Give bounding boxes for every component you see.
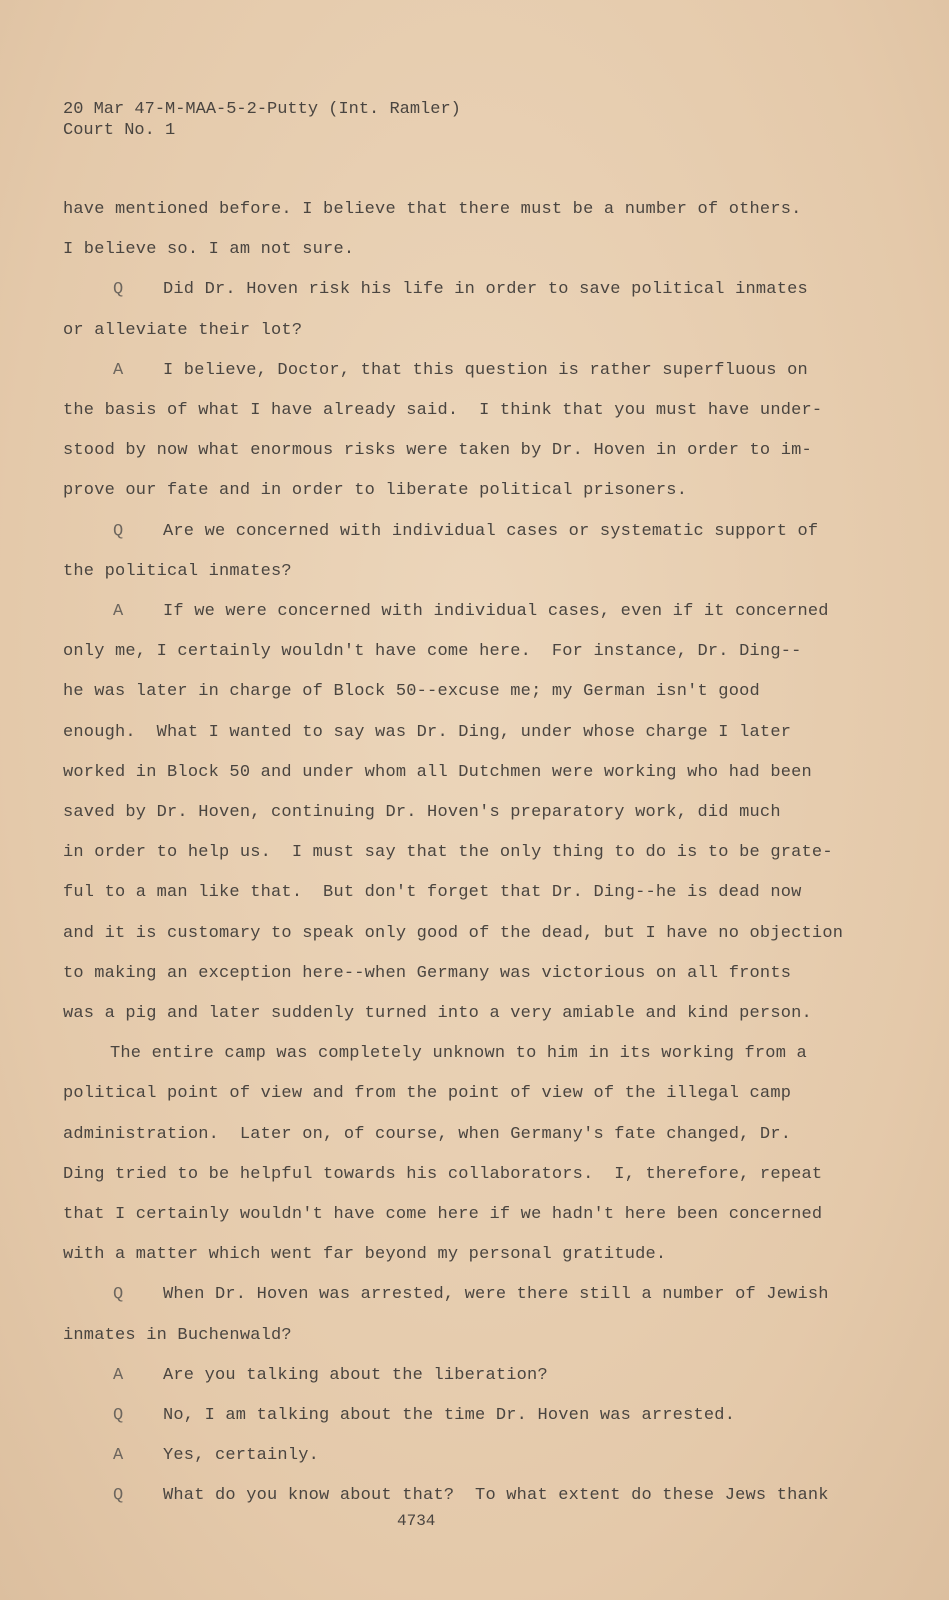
- line-text: enough. What I wanted to say was Dr. Ding, under whose charge I later: [63, 722, 792, 742]
- speaker-marker: Q: [113, 521, 124, 541]
- line-text: with a matter which went far beyond my personal gratitude.: [63, 1245, 667, 1265]
- line-text: ful to a man like that. But don't forget that Dr. Ding--he is dead now: [63, 883, 802, 903]
- speaker-marker: A: [113, 360, 124, 380]
- line-text: No, I am talking about the time Dr. Hoven was arrested.: [163, 1406, 736, 1425]
- page-number: 4734: [397, 1512, 436, 1530]
- header-court: Court No. 1: [63, 121, 176, 140]
- line-text: that I certainly wouldn't have come here if we hadn't here been concerned: [63, 1205, 823, 1224]
- line-text: to making an exception here--when Germany was victorious on all fronts: [63, 963, 792, 983]
- speaker-marker: Q: [113, 1285, 124, 1305]
- line-text: inmates in Buchenwald?: [63, 1325, 292, 1345]
- speaker-marker: A: [113, 602, 124, 621]
- line-text: administration. Later on, of course, when Germany's fate changed, Dr.: [63, 1124, 792, 1144]
- line-text: only me, I certainly wouldn't have come here. For instance, Dr. Ding--: [63, 642, 802, 662]
- line-text: Yes, certainly.: [163, 1446, 320, 1466]
- header-reference: 20 Mar 47-M-MAA-5-2-Putty (Int. Ramler): [63, 100, 461, 119]
- speaker-marker: Q: [113, 1486, 124, 1506]
- line-text: Are you talking about the liberation?: [163, 1365, 548, 1385]
- line-text: If we were concerned with individual cases, even if it concerned: [163, 602, 829, 621]
- line-text: prove our fate and in order to liberate political prisoners.: [63, 481, 688, 501]
- speaker-marker: Q: [113, 280, 124, 300]
- line-text: he was later in charge of Block 50--excuse me; my German isn't good: [63, 682, 760, 702]
- line-text: in order to help us. I must say that the only thing to do is to be grate-: [63, 843, 833, 863]
- line-text: Ding tried to be helpful towards his collaborators. I, therefore, repeat: [63, 1164, 823, 1184]
- line-text: I believe, Doctor, that this question is rather superfluous on: [163, 360, 808, 380]
- speaker-marker: A: [113, 1365, 124, 1385]
- line-text: worked in Block 50 and under whom all Dutchmen were working who had been: [63, 762, 812, 782]
- line-text: stood by now what enormous risks were taken by Dr. Hoven in order to im-: [63, 441, 812, 461]
- line-text: or alleviate their lot?: [63, 320, 303, 340]
- line-text: Did Dr. Hoven risk his life in order to save political inmates: [163, 280, 808, 300]
- line-text: saved by Dr. Hoven, continuing Dr. Hoven's preparatory work, did much: [63, 803, 781, 822]
- line-text: What do you know about that? To what extent do these Jews thank: [163, 1486, 829, 1506]
- line-text: have mentioned before. I believe that there must be a number of others.: [63, 200, 802, 219]
- line-text: and it is customary to speak only good of the dead, but I have no objection: [63, 923, 844, 943]
- speaker-marker: Q: [113, 1406, 124, 1425]
- line-text: Are we concerned with individual cases or systematic support of: [163, 521, 819, 541]
- line-text: The entire camp was completely unknown to him in its working from a: [110, 1044, 807, 1064]
- line-text: was a pig and later suddenly turned into a very amiable and kind person.: [63, 1004, 812, 1023]
- line-text: I believe so. I am not sure.: [63, 240, 355, 260]
- speaker-marker: A: [113, 1446, 124, 1466]
- line-text: When Dr. Hoven was arrested, were there still a number of Jewish: [163, 1285, 829, 1305]
- line-text: the basis of what I have already said. I think that you must have under-: [63, 401, 823, 420]
- line-text: the political inmates?: [63, 561, 292, 581]
- line-text: political point of view and from the point of view of the illegal camp: [63, 1084, 792, 1104]
